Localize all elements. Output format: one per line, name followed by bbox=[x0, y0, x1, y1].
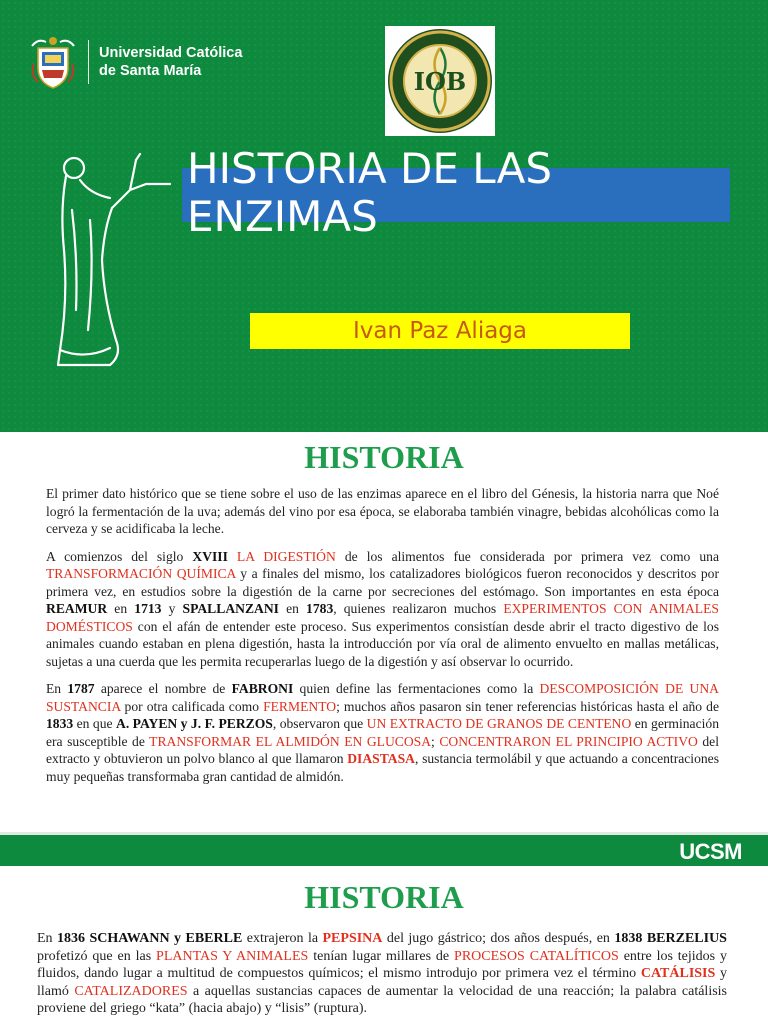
university-name bbox=[99, 44, 242, 80]
ucsm-wordmark: UCSM bbox=[679, 839, 742, 864]
title-slide bbox=[0, 0, 768, 432]
history-slide-1 bbox=[0, 432, 768, 832]
slide-body bbox=[46, 485, 719, 795]
university-name-line2: de Santa María bbox=[99, 63, 202, 79]
university-logo bbox=[28, 34, 242, 90]
university-crest-icon bbox=[28, 34, 78, 90]
paragraph-pepsina: En 1836 SCHAWANN y EBERLE extrajeron la PEPSINA del jugo gástrico; dos años después, en 1838 BERZELIUS profetizó que en las PLANTAS Y ANIMALES tenían lugar millares de PROCESOS CATALÍTICOS entre los tejidos y fluidos, dando lugar a multitud de compuestos químicos; el mismo introdujo por primera vez el término CATÁLISIS y llamó CATALIZADORES a aquellas sustancias capaces de aumentar la velocidad de una reacción; la palabra catálisis proviene del griego “kata” (hacia abajo) y “lisis” (ruptura). bbox=[37, 931, 728, 1016]
slide-footer bbox=[0, 832, 768, 866]
university-name-line1: Universidad Católica bbox=[99, 45, 243, 61]
logo-divider bbox=[88, 40, 89, 84]
author-name: Ivan Paz Aliaga bbox=[353, 318, 527, 344]
author-box bbox=[250, 313, 630, 349]
biotech-seal-icon bbox=[385, 26, 495, 136]
presentation-title: HISTORIA DE LAS ENZIMAS bbox=[187, 144, 552, 241]
slide-heading: HISTORIA bbox=[304, 439, 464, 475]
slide-heading: HISTORIA bbox=[304, 879, 464, 915]
virgin-statue-icon bbox=[50, 150, 175, 375]
paragraph-digestion: A comienzos del siglo XVIII LA DIGESTIÓN de los alimentos fue considerada por primera vez como una TRANSFORMACIÓN QUÍMICA y a finales del mismo, los catalizadores biológicos fueron reconocidos y descritos por primera vez, en estudios sobre la digestión de la carne por secreciones del estómago. Son importantes en esta época REAMUR en 1713 y SPALLANZANI en 1783, quienes realizaron muchos EXPERIMENTOS CON ANIMALES DOMÉSTICOS con el afán de entender este proceso. Sus experimentos consistían desde abrir el tracto digestivo de los animales cuando estaban en plena digestión, hasta la introducción por vía oral de alimento envuelto en mallas metálicas, sujetas a una cuerda que les permita recuperarlas luego de la digestión y así observar lo ocurrido. bbox=[46, 548, 720, 669]
history-slide-2 bbox=[0, 866, 768, 1024]
biotech-badge bbox=[385, 26, 495, 136]
badge-text: IOB bbox=[413, 67, 467, 96]
paragraph-genesis: El primer dato histórico que se tiene sobre el uso de las enzimas aparece en el libro del Génesis, la historia narra que Noé logró la fermentación de la uva; además del vino por esa época, se elaboraba también vinagre, bebidas alcohólicas como la cerveza y se acidificaba la leche. bbox=[46, 486, 719, 536]
slide-body bbox=[37, 930, 727, 1018]
paragraph-fabroni: En 1787 aparece el nombre de FABRONI quien define las fermentaciones como la DESCOMPOSICIÓN DE UNA SUSTANCIA por otra calificada como FERMENTO; muchos años pasaron sin tener referencias históricas hasta el año de 1833 en que A. PAYEN y J. F. PERZOS, observaron que UN EXTRACTO DE GRANOS DE CENTENO en germinación era susceptible de TRANSFORMAR EL ALMIDÓN EN GLUCOSA; CONCENTRARON EL PRINCIPIO ACTIVO del extracto y obtuvieron un polvo blanco al que llamaron DIASTASA, sustancia termolábil y que actuando a concentraciones muy pequeñas transformaba gran cantidad de almidón. bbox=[46, 681, 719, 784]
